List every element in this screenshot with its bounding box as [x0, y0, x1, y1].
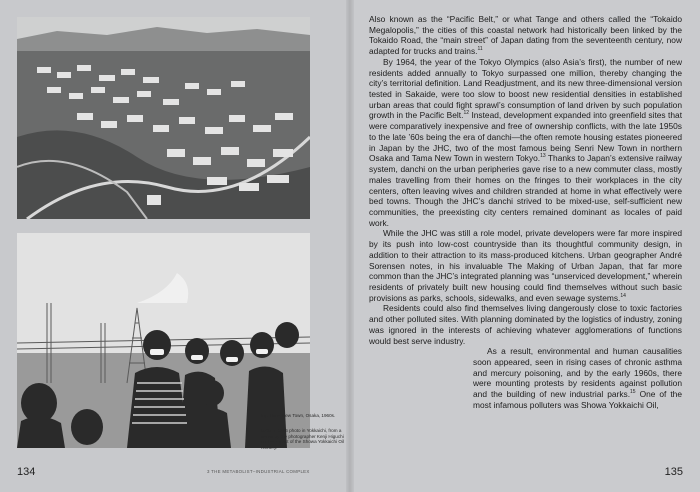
- footnote-ref-12: 12: [463, 110, 469, 117]
- paragraph-4-text: Residents could also find themselves living dangerously close to toxic factories and other polluted sites. With planning dominated by the logistics of industry, zoning was ignored in the interests of achieving whatever agglomerations of functions would best serve industry.: [369, 303, 682, 346]
- paragraph-2c-text: Thanks to Japan’s extensive railway system, danchi on the urban peripheries gave rise to a new commuter class, mostly males travelling from their homes on the fringes to their workplaces in the city centers, often leaving wives and children stranded at home in what effectively were bed towns. Though the JHC’s danchi strived to be mixed-use, self-sufficient new communities, the preexisting city centers remained dominant as locales of paid work.: [369, 153, 682, 228]
- aerial-photo-illustration: [17, 17, 310, 219]
- paragraph-4: [369, 303, 682, 346]
- paragraph-3-text: While the JHC was still a role model, private developers were far more inspired by its push into low-cost countryside than its thoughtful community design, in addition to their attraction to its mass-produced kitchens. Urban geographer André Sorensen notes, in his invaluable The Making of Urban Japan, that far more common than the JHC’s integrated planning was “unserviced development,” wherein residents of privately built new housing could find themselves without such basic provisions as parks, schools, sidewalks, and even sewage systems.: [369, 228, 682, 303]
- footnote-ref-14: 14: [620, 292, 626, 299]
- footnote-ref-11: 11: [477, 46, 483, 53]
- paragraph-2b-text: Instead, development expanded into greenfield sites that were comparatively inexpensive and free of ownership conflicts, with the late 1950s to the late ’60s being the era of danchi—the often remote housing estates pioneered in Japan by the JHC, two of the most famous being Senri New Town in northern Osaka and Tama New Town in western Tokyo.: [369, 110, 683, 164]
- paragraph-3: [369, 228, 682, 303]
- photo-senri-new-town: [17, 17, 310, 219]
- paragraph-5: [473, 346, 682, 410]
- footnote-ref-13: 13: [540, 153, 546, 160]
- footnote-ref-15: 15: [630, 389, 636, 396]
- paragraph-5b-text: One of the most infamous polluters was Showa Yokkaichi Oil,: [473, 389, 682, 410]
- caption-top-photo: top: Senri New Town, Osaka, 1960s.: [261, 413, 336, 418]
- caption-bottom-photo: bottom: 1966 photo in Yokkaichi, from a series by the photographer Kenji Higuchi on the impact of the Showa Yokkaichi Oil refinery.: [261, 428, 344, 450]
- body-text-column: [369, 14, 682, 411]
- paragraph-2: [369, 57, 682, 229]
- book-gutter: [346, 0, 354, 492]
- paragraph-2-text: By 1964, the year of the Tokyo Olympics (also Asia’s first), the number of new residents added annually to Tokyo surpassed one million, thereby changing the city’s territorial definition. Land Readjustment, and its new three-dimensional version tested in Sakaide, were too slow to boost new residential densities in established urban areas that could fight sprawl’s consumption of land driven by such population growth in the Pacific Belt.: [369, 56, 682, 121]
- running-head: 3 THE METABOLIST–INDUSTRIAL COMPLEX: [207, 469, 310, 474]
- paragraph-1-text: Also known as the “Pacific Belt,” or what Tange and others called the “Tokaido Megalopolis,” the cities of this coastal network had historically been linked by the Tokaido Road, the “main street” of Japan dating from the seventeenth century, now adapted for trucks and trains.: [369, 14, 682, 57]
- page-number-left: 134: [17, 466, 36, 478]
- paragraph-5-text: As a result, environmental and human causalities soon appeared, seen in rising cases of chronic asthma and mercury poisoning, and by the early 1960s, there were mounting protests by residents against pollution and the building of new industrial parks.: [473, 346, 682, 400]
- page-number-right: 135: [664, 466, 683, 478]
- paragraph-1: [369, 14, 682, 57]
